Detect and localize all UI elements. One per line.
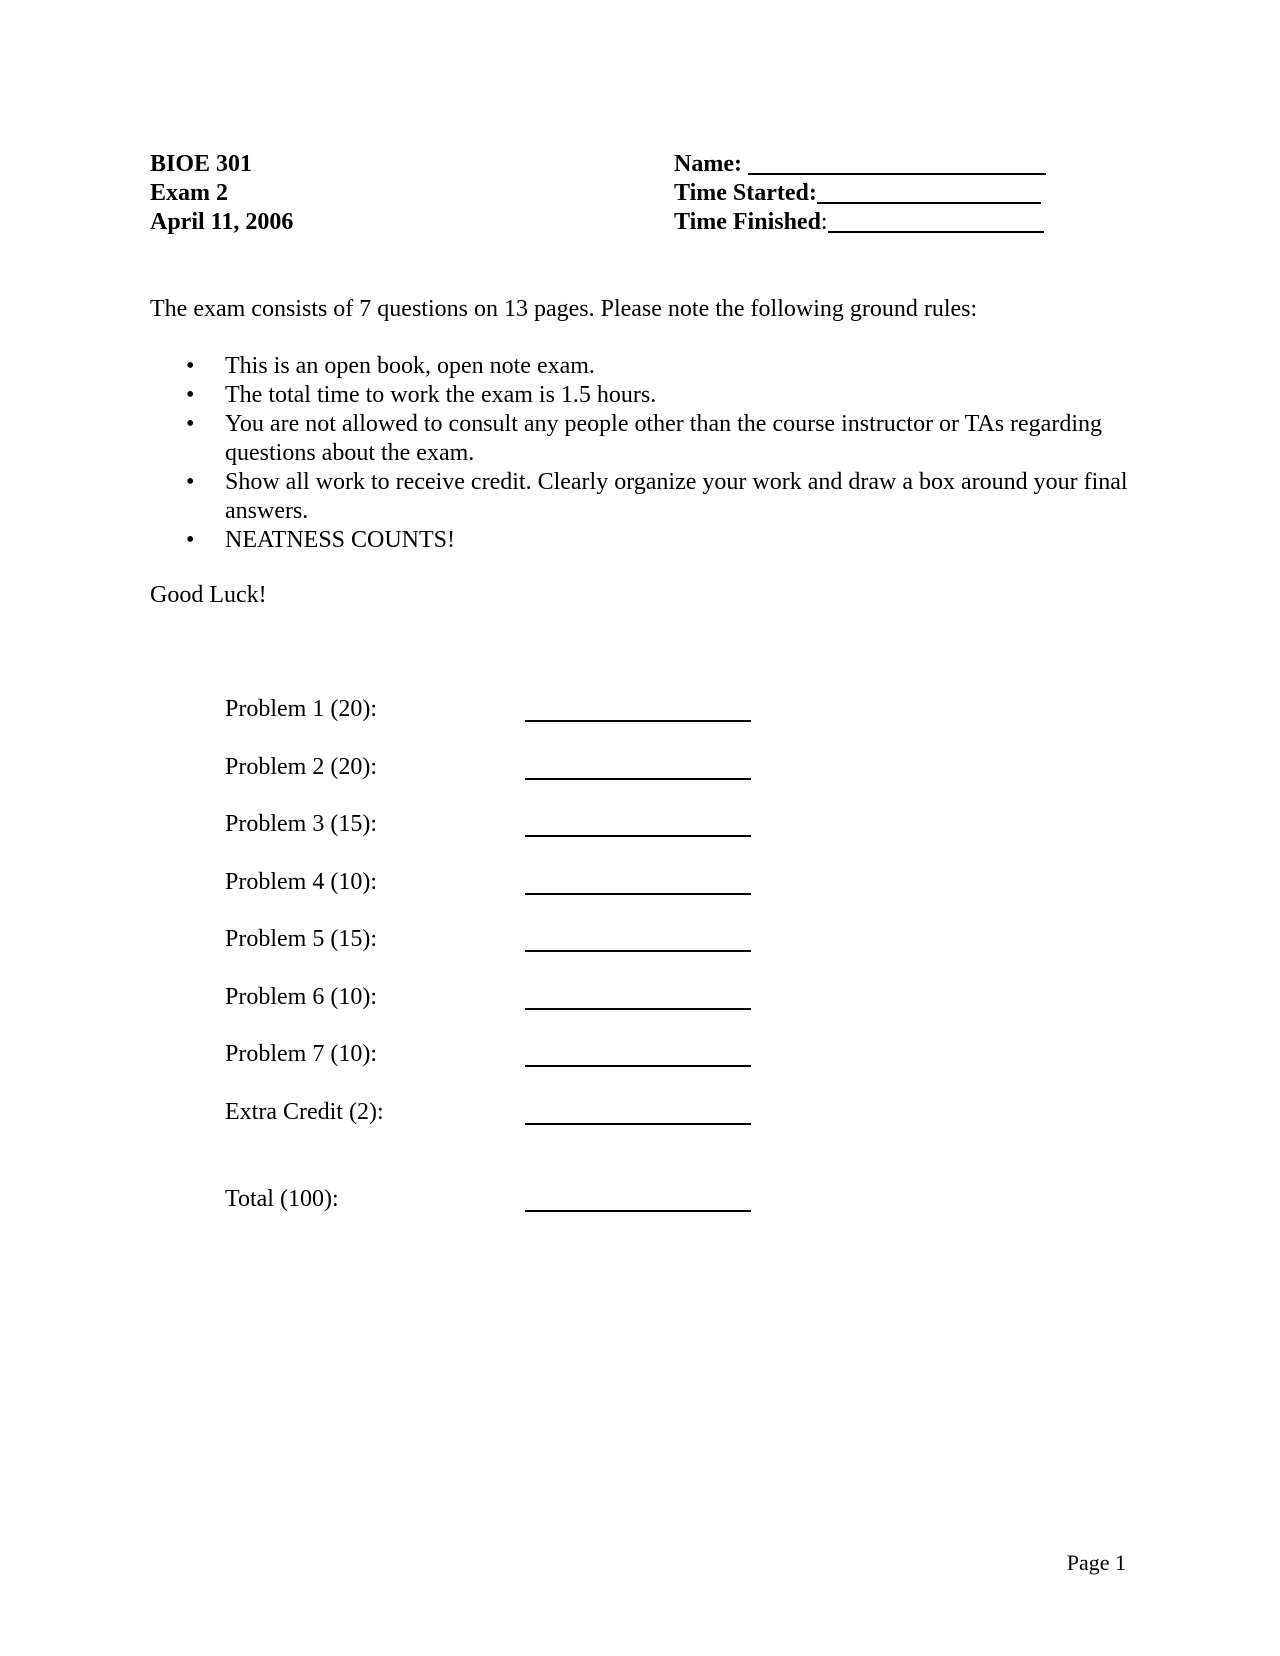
exam-date: April 11, 2006 — [150, 209, 294, 235]
rule-item — [150, 526, 1130, 555]
score-label: Problem 1 (20): — [225, 696, 377, 722]
score-row — [225, 984, 384, 1042]
rule-item — [150, 410, 1130, 468]
rule-text: The total time to work the exam is 1.5 hours. — [225, 382, 657, 408]
name-blank[interactable] — [748, 172, 1046, 175]
name-row — [674, 150, 1046, 179]
score-blank[interactable] — [525, 835, 751, 837]
score-row — [225, 754, 384, 812]
score-label: Problem 3 (15): — [225, 811, 377, 837]
course-info-block — [150, 150, 293, 237]
time-finished-blank[interactable] — [828, 230, 1044, 233]
rule-item — [150, 352, 1130, 381]
rule-item — [150, 381, 1130, 410]
time-finished-label: Time Finished — [674, 209, 821, 235]
total-blank[interactable] — [525, 1210, 751, 1212]
time-started-label: Time Started: — [674, 180, 817, 206]
rule-text: NEATNESS COUNTS! — [225, 527, 456, 553]
bullet-icon: • — [186, 469, 195, 495]
page-number: Page 1 — [1066, 1550, 1126, 1575]
total-label: Total (100): — [225, 1186, 339, 1212]
bullet-icon: • — [186, 353, 195, 379]
score-label: Problem 5 (15): — [225, 926, 377, 952]
score-row — [225, 869, 384, 927]
name-label: Name: — [674, 151, 742, 177]
score-label: Problem 6 (10): — [225, 983, 377, 1010]
time-finished-row — [674, 208, 1046, 237]
bullet-icon: • — [186, 382, 195, 408]
score-row — [225, 696, 384, 754]
rule-item — [150, 468, 1130, 526]
time-started-blank[interactable] — [817, 201, 1041, 204]
course-code: BIOE 301 — [150, 151, 253, 177]
rule-text: This is an open book, open note exam. — [225, 353, 595, 379]
score-row — [225, 1099, 384, 1157]
score-blank[interactable] — [525, 950, 751, 952]
time-finished-colon: : — [820, 209, 828, 235]
exam-title: Exam 2 — [150, 180, 228, 206]
score-blank[interactable] — [525, 720, 751, 722]
score-label: Problem 4 (10): — [225, 868, 377, 895]
intro-text: The exam consists of 7 questions on 13 pages. Please note the following ground rules: — [150, 296, 978, 322]
score-blank[interactable] — [525, 893, 751, 895]
time-started-row — [674, 179, 1046, 208]
student-info-block — [674, 150, 1046, 237]
rule-text: Show all work to receive credit. Clearly organize your work and draw a box around your final answers. — [225, 469, 1128, 524]
score-blank[interactable] — [525, 1008, 751, 1010]
score-label: Problem 7 (10): — [225, 1041, 377, 1067]
score-label: Problem 2 (20): — [225, 753, 377, 780]
score-label: Extra Credit (2): — [225, 1098, 384, 1125]
score-table — [225, 696, 384, 1156]
score-blank[interactable] — [525, 778, 751, 780]
bullet-icon: • — [186, 411, 195, 437]
rule-text: You are not allowed to consult any people other than the course instructor or TAs regarding questions about the exam. — [225, 411, 1102, 466]
ground-rules-list — [150, 352, 1130, 555]
closing-text: Good Luck! — [150, 582, 267, 608]
total-row — [225, 1186, 825, 1226]
score-row — [225, 1041, 384, 1099]
bullet-icon: • — [186, 527, 195, 553]
score-row — [225, 811, 384, 869]
score-blank[interactable] — [525, 1065, 751, 1067]
score-row — [225, 926, 384, 984]
score-blank[interactable] — [525, 1123, 751, 1125]
